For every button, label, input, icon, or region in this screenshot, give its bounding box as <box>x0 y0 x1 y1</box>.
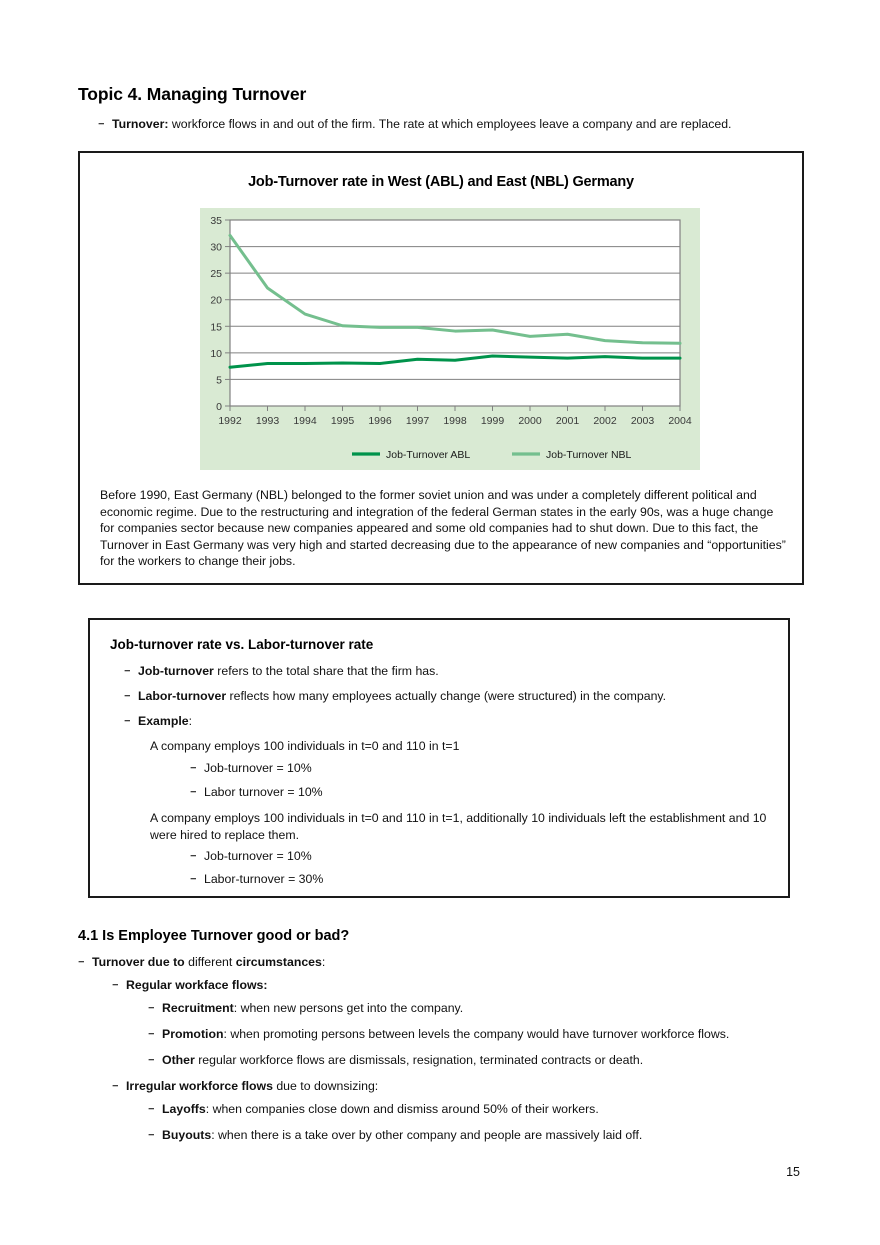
group-heading-irregular-workforce-flows <box>126 1079 786 1094</box>
bullet-dash: ⁻ <box>148 1003 155 1017</box>
page-number: 15 <box>786 1165 800 1179</box>
y-axis-tick-label: 0 <box>216 401 222 413</box>
flow-item-buyouts <box>162 1128 802 1143</box>
definition-term: Labor-turnover <box>138 689 227 703</box>
definition-text: refers to the total share that the firm has. <box>213 664 439 678</box>
y-axis-tick-label: 35 <box>210 215 222 227</box>
definition-term: Job-turnover <box>138 664 214 678</box>
flow-item-promotion <box>162 1027 807 1042</box>
flow-item-term: Other <box>162 1053 195 1067</box>
x-axis-tick-label: 1993 <box>255 415 280 427</box>
y-axis-tick-label: 25 <box>210 268 222 281</box>
x-axis-tick-label: 2004 <box>668 415 692 427</box>
bullet-dash: ⁻ <box>190 874 197 888</box>
group-heading-text: Irregular workforce flows <box>126 1079 273 1093</box>
chart-panel <box>200 208 700 470</box>
example-2-statement: A company employs 100 individuals in t=0 and 110 in t=1, additionally 10 individuals left the establishment and 10 were hired to replace them. <box>150 811 767 842</box>
definition-text: reflects how many employees actually change (were structured) in the company. <box>226 689 667 703</box>
definition-item-job-turnover <box>138 664 778 679</box>
example-1-item-job-turnover: Job-turnover = 10% <box>204 761 312 775</box>
bullet-dash: ⁻ <box>124 691 131 705</box>
y-axis-tick-label: 20 <box>210 294 222 307</box>
lead-post: circumstances <box>235 955 322 969</box>
bullet-dash: ⁻ <box>190 763 197 777</box>
flow-item-text: : when promoting persons between levels the company would have turnover workforce flows. <box>223 1027 730 1041</box>
x-axis-tick-label: 1996 <box>368 415 392 427</box>
chart-explanation-paragraph: Before 1990, East Germany (NBL) belonged to the former soviet union and was under a completely different political and economic regime. Due to the restructuring and integration of the federal German states in the early 90s, was a huge change for companies sector because new companies appeared and some old companies had to shut down. Due to this fact, the Turnover in East Germany was very high and started decreasing due to the appearance of new companies and “opportunities” for the workers to change their jobs. <box>100 488 786 569</box>
definition-text: : <box>188 714 193 728</box>
example-1-statement: A company employs 100 individuals in t=0 and 110 in t=1 <box>150 739 460 753</box>
group-heading-tail: due to downsizing: <box>272 1079 379 1093</box>
bullet-dash: ⁻ <box>190 851 197 865</box>
flow-item-text: : when new persons get into the company. <box>233 1001 464 1015</box>
flow-item-other <box>162 1053 807 1068</box>
chart-box <box>78 151 804 585</box>
definition-item-labor-turnover <box>138 689 778 704</box>
flow-item-term: Recruitment <box>162 1001 234 1015</box>
job-turnover-line-chart <box>200 208 700 470</box>
example-2-item-job-turnover: Job-turnover = 10% <box>204 849 312 863</box>
flow-item-term: Buyouts <box>162 1128 212 1142</box>
flow-item-term: Layoffs <box>162 1102 206 1116</box>
page-title: Topic 4. Managing Turnover <box>78 84 307 104</box>
bullet-dash: ⁻ <box>148 1029 155 1043</box>
example-2-item-labor-turnover: Labor-turnover = 30% <box>204 872 324 886</box>
bullet-dash: ⁻ <box>148 1130 155 1144</box>
definitions-box <box>88 618 790 898</box>
y-axis-tick-label: 5 <box>216 374 222 387</box>
bullet-dash: ⁻ <box>98 119 105 133</box>
plot-background <box>230 220 680 406</box>
flow-item-layoffs <box>162 1102 802 1117</box>
lead-mid: different <box>184 955 236 969</box>
x-axis-tick-label: 1994 <box>293 415 317 427</box>
bullet-dash: ⁻ <box>112 980 119 994</box>
bullet-dash: ⁻ <box>148 1104 155 1118</box>
x-axis-tick-label: 1992 <box>218 415 242 427</box>
flow-item-text: : when companies close down and dismiss around 50% of their workers. <box>205 1102 599 1116</box>
x-axis-tick-label: 2003 <box>630 415 655 427</box>
bullet-dash: ⁻ <box>148 1055 155 1069</box>
definition-term: Example <box>138 714 189 728</box>
bullet-dash: ⁻ <box>112 1081 119 1095</box>
x-axis-tick-label: 1995 <box>330 415 355 427</box>
section-title-4-1: 4.1 Is Employee Turnover good or bad? <box>78 928 350 944</box>
lead-tail: : <box>321 955 326 969</box>
intro-bullet-text: workforce flows in and out of the firm. The rate at which employees leave a company and are replaced. <box>168 117 732 131</box>
x-axis-tick-label: 1999 <box>480 415 505 427</box>
y-axis-tick-label: 30 <box>210 241 222 254</box>
intro-bullet-term: Turnover: <box>112 117 169 131</box>
bullet-dash: ⁻ <box>124 716 131 730</box>
y-axis-tick-label: 10 <box>210 347 222 360</box>
group-heading-regular-workforce-flows <box>126 978 786 993</box>
flow-item-term: Promotion <box>162 1027 224 1041</box>
definition-item-example <box>138 714 778 729</box>
group-heading-text: Regular workface flows <box>126 978 264 992</box>
bullet-dash: ⁻ <box>78 957 85 971</box>
x-axis-tick-label: 1998 <box>443 415 467 427</box>
flow-item-text: regular workforce flows are dismissals, resignation, terminated contracts or death. <box>194 1053 644 1067</box>
x-axis-tick-label: 2001 <box>555 415 580 427</box>
legend-label-2: Job-Turnover NBL <box>546 449 632 461</box>
bullet-dash: ⁻ <box>124 666 131 680</box>
y-axis-tick-label: 15 <box>210 321 222 334</box>
example-1-item-labor-turnover: Labor turnover = 10% <box>204 785 323 799</box>
chart-title: Job-Turnover rate in West (ABL) and East (NBL) Germany <box>248 174 634 190</box>
x-axis-tick-label: 2002 <box>593 415 617 427</box>
group-heading-tail: : <box>263 978 268 992</box>
intro-bullet <box>112 117 802 132</box>
x-axis-tick-label: 1997 <box>405 415 430 427</box>
lead-pre: Turnover due to <box>92 955 185 969</box>
turnover-circumstances-lead <box>92 955 792 970</box>
definitions-title: Job-turnover rate vs. Labor-turnover rate <box>110 637 374 652</box>
legend-label-1: Job-Turnover ABL <box>386 449 471 461</box>
flow-item-text: : when there is a take over by other company and people are massively laid off. <box>211 1128 643 1142</box>
bullet-dash: ⁻ <box>190 787 197 801</box>
x-axis-tick-label: 2000 <box>518 415 542 427</box>
flow-item-recruitment <box>162 1001 802 1016</box>
